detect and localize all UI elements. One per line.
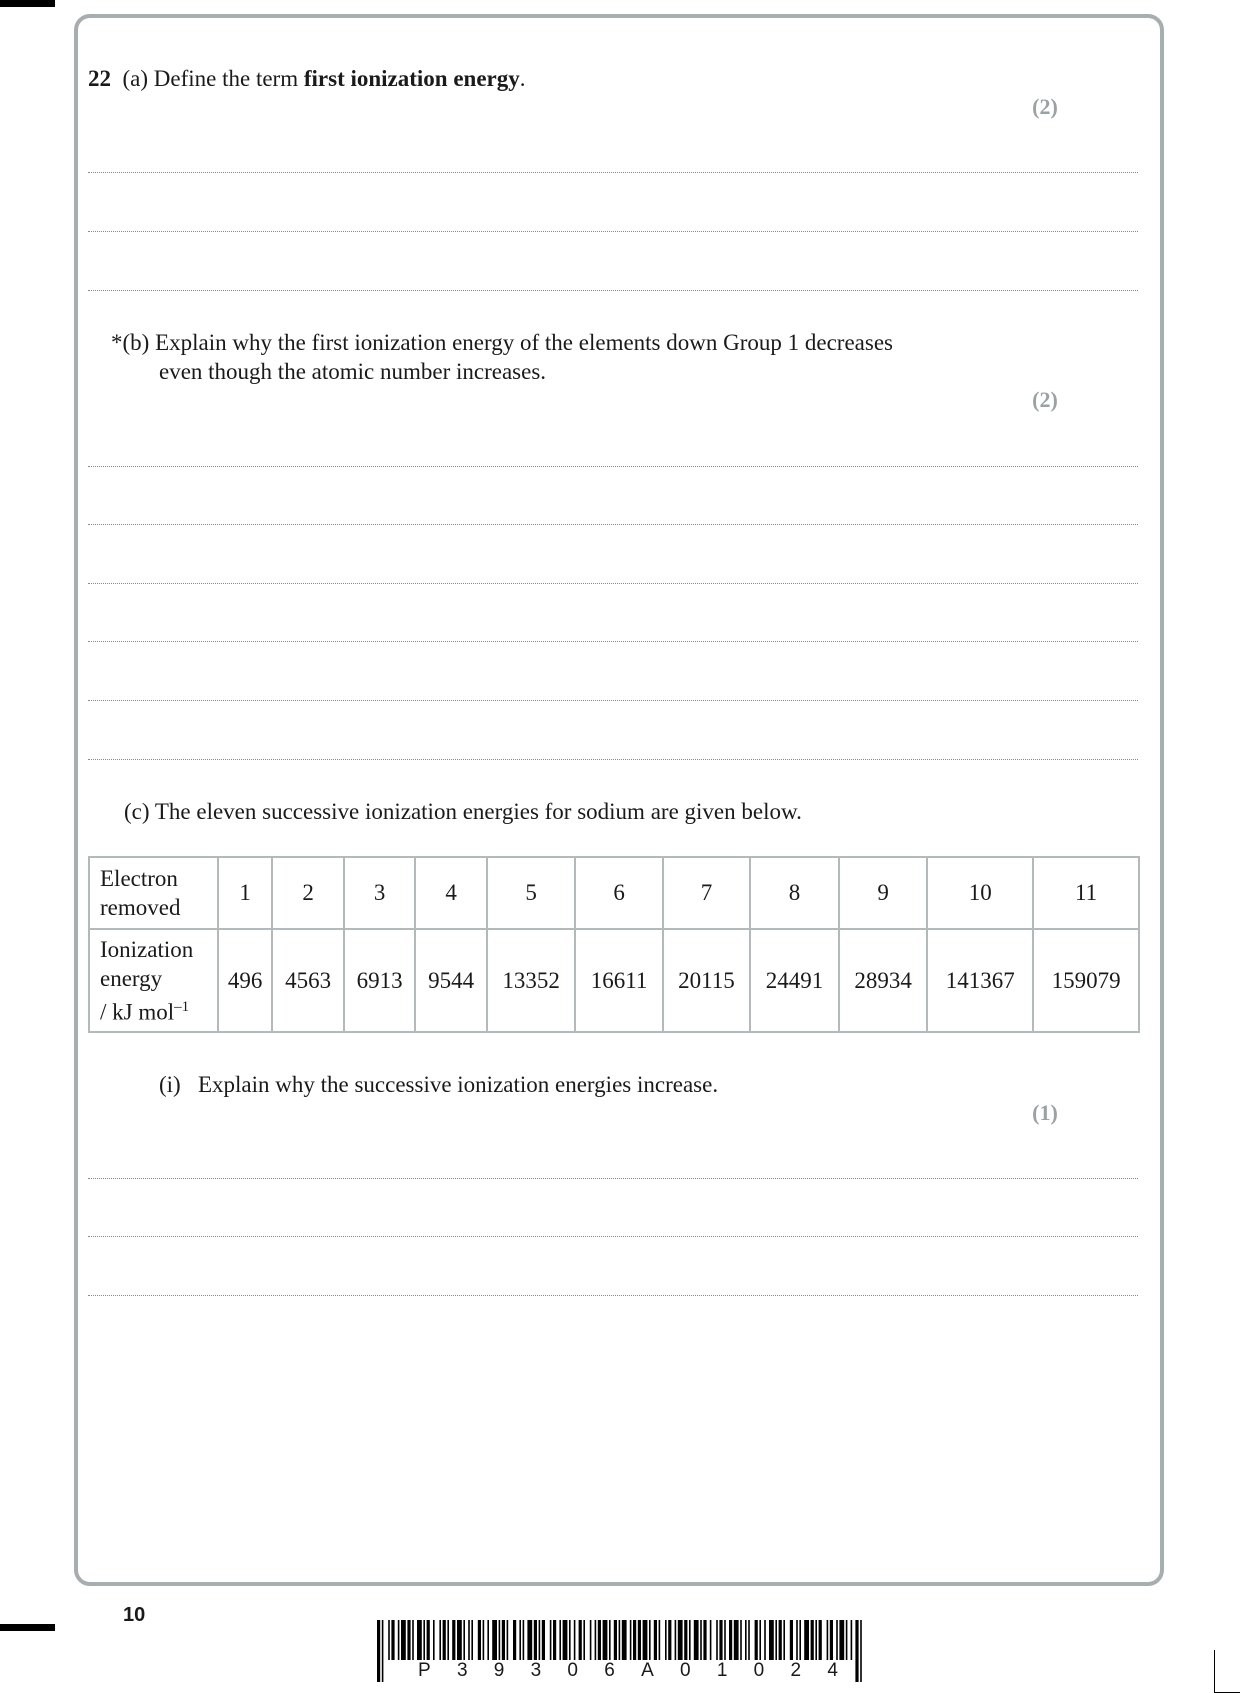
barcode-bar	[401, 1620, 406, 1660]
barcode-bar	[839, 1620, 844, 1660]
electron-cell: 3	[344, 857, 415, 929]
part-a-end: .	[519, 66, 526, 91]
answer-line[interactable]	[88, 1295, 1138, 1296]
barcode-bar	[563, 1620, 568, 1660]
barcode-bar	[622, 1620, 627, 1660]
barcode-bar	[633, 1620, 636, 1660]
electron-cell: 11	[1033, 857, 1139, 929]
barcode-char: A	[641, 1660, 654, 1681]
page-number: 10	[123, 1604, 146, 1626]
row-header-line: energy	[100, 965, 163, 991]
barcode-bar	[855, 1620, 858, 1682]
barcode-bar	[846, 1620, 848, 1660]
barcode-char: 3	[530, 1660, 542, 1681]
answer-line[interactable]	[88, 290, 1138, 291]
barcode-bar	[391, 1620, 394, 1660]
barcode-bar	[569, 1620, 571, 1660]
barcode-bar	[534, 1620, 537, 1660]
barcode-bar	[649, 1620, 651, 1660]
barcode-char: 4	[827, 1660, 838, 1681]
answer-line[interactable]	[88, 231, 1138, 232]
barcode-bar	[614, 1620, 617, 1660]
electron-cell: 5	[487, 857, 576, 929]
answer-line[interactable]	[88, 1178, 1138, 1179]
answer-line[interactable]	[88, 524, 1138, 525]
energy-cell: 20115	[663, 929, 750, 1032]
barcode-bar	[665, 1620, 667, 1660]
barcode-bar	[796, 1620, 798, 1660]
barcode-bar	[779, 1620, 782, 1660]
barcode-bar	[427, 1620, 430, 1660]
barcode-char: 2	[790, 1660, 802, 1681]
barcode-bar	[398, 1620, 400, 1660]
barcode-bar	[388, 1620, 390, 1660]
energy-cell: 496	[218, 929, 272, 1032]
answer-line[interactable]	[88, 759, 1138, 760]
barcode-bar	[519, 1620, 521, 1660]
electron-cell: 4	[415, 857, 486, 929]
barcode-bar	[668, 1620, 671, 1660]
barcode-char: P	[418, 1660, 431, 1681]
question-22b-line2: even though the atomic number increases.	[159, 359, 547, 384]
energy-cell: 13352	[487, 929, 576, 1032]
corner-registration-mark	[1214, 1650, 1240, 1693]
electron-cell: 1	[218, 857, 272, 929]
part-ci-numeral: (i)	[159, 1072, 181, 1097]
barcode-char: 6	[604, 1660, 615, 1681]
answer-line[interactable]	[88, 172, 1138, 173]
barcode-bar	[550, 1620, 552, 1660]
barcode-bar	[759, 1620, 761, 1660]
barcode-bar	[539, 1620, 541, 1660]
question-22c: (c) The eleven successive ionization energies for sodium are given below.	[124, 799, 802, 824]
barcode-bar	[860, 1620, 862, 1682]
barcode-bar	[423, 1620, 425, 1660]
barcode-bar	[583, 1620, 585, 1660]
row-header-line: Ionization	[100, 936, 194, 962]
barcode-bar	[764, 1620, 766, 1660]
barcode-bar	[630, 1620, 632, 1660]
barcode-bar	[478, 1620, 481, 1660]
star-marker: *	[111, 330, 123, 355]
barcode-bar	[483, 1620, 485, 1660]
barcode-bar	[471, 1620, 473, 1660]
barcode-bar	[643, 1620, 648, 1660]
barcode-bar	[694, 1620, 699, 1660]
barcode-bar	[851, 1620, 853, 1660]
barcode-char: 1	[716, 1660, 728, 1681]
barcode-bar	[377, 1620, 380, 1682]
barcode-bar	[502, 1620, 505, 1660]
energy-cell: 141367	[927, 929, 1033, 1032]
barcode-bar	[815, 1620, 817, 1660]
barcode-bar	[700, 1620, 702, 1660]
barcode-bar	[433, 1620, 435, 1660]
energy-cell: 9544	[415, 929, 486, 1032]
marks-part-ci: (1)	[1032, 1100, 1058, 1125]
barcode-bar	[675, 1620, 677, 1660]
barcode-bar	[523, 1620, 525, 1660]
energy-cell: 16611	[575, 929, 662, 1032]
electron-cell: 9	[839, 857, 928, 929]
unit-superscript: –1	[174, 998, 190, 1015]
question-number: 22	[88, 66, 111, 91]
barcode-bar	[382, 1620, 384, 1682]
row-header-electron-removed	[89, 857, 218, 929]
barcode-char: 0	[567, 1660, 578, 1681]
answer-line[interactable]	[88, 641, 1138, 642]
barcode-bar	[716, 1620, 718, 1660]
barcode-bar	[775, 1620, 777, 1660]
row-header-line: / kJ mol	[100, 999, 175, 1025]
answer-line[interactable]	[88, 583, 1138, 584]
barcode-bar	[836, 1620, 838, 1660]
barcode-bar	[638, 1620, 641, 1660]
electron-cell: 6	[575, 857, 662, 929]
barcode-bar	[527, 1620, 532, 1660]
barcode-bar	[609, 1620, 611, 1660]
energy-cell: 28934	[839, 929, 928, 1032]
barcode-bar	[689, 1620, 691, 1660]
barcode-bar	[487, 1620, 489, 1660]
barcode-bar	[745, 1620, 747, 1660]
barcode-bar	[443, 1620, 446, 1660]
barcode-bar	[468, 1620, 470, 1660]
barcode-bar	[439, 1620, 441, 1660]
answer-line[interactable]	[88, 700, 1138, 701]
barcode-bar	[790, 1620, 793, 1660]
barcode-bar	[513, 1620, 516, 1660]
barcode-bar	[417, 1620, 422, 1660]
barcode-char: 0	[680, 1660, 691, 1681]
barcode-bar	[755, 1620, 758, 1660]
energy-cell: 159079	[1033, 929, 1139, 1032]
barcode-char: 0	[753, 1660, 765, 1681]
question-22a	[88, 64, 526, 93]
barcode-bar	[830, 1620, 833, 1660]
part-a-term: first ionization energy	[303, 66, 520, 91]
barcode-bar	[407, 1620, 410, 1660]
barcode-bar	[463, 1620, 465, 1660]
answer-line[interactable]	[88, 466, 1138, 467]
barcode-bar	[598, 1620, 601, 1660]
barcode-bar	[827, 1620, 829, 1660]
barcode-bar	[619, 1620, 621, 1660]
energy-cell: 4563	[272, 929, 343, 1032]
row-header-line: removed	[100, 895, 181, 920]
barcode-bar	[734, 1620, 739, 1660]
barcode-bar	[590, 1620, 592, 1660]
corner-registration-mark	[0, 0, 55, 7]
energy-cell: 6913	[344, 929, 415, 1032]
energy-cell: 24491	[750, 929, 839, 1032]
barcode-bar	[724, 1620, 726, 1660]
barcode-bar	[719, 1620, 722, 1660]
barcode-bar	[542, 1620, 545, 1660]
barcode-bar	[811, 1620, 814, 1660]
question-22b	[111, 328, 893, 357]
barcode-bar	[804, 1620, 809, 1660]
electron-cell: 10	[927, 857, 1033, 929]
barcode-bar	[499, 1620, 501, 1660]
barcode-bar	[769, 1620, 774, 1660]
answer-line[interactable]	[88, 1236, 1138, 1237]
barcode-bar	[783, 1620, 785, 1660]
marks-part-a: (2)	[1032, 94, 1058, 119]
part-ci-text: Explain why the successive ionization energies increase.	[197, 1072, 719, 1097]
ionization-energy-table	[88, 856, 1140, 1033]
barcode-bar	[684, 1620, 687, 1660]
barcode-bar	[678, 1620, 683, 1660]
barcode-bar	[703, 1620, 706, 1660]
part-a-label: (a) Define the term	[122, 66, 304, 91]
table-row-electron-removed	[89, 857, 1139, 929]
barcode-char: 3	[456, 1660, 468, 1681]
barcode-bar	[447, 1620, 449, 1660]
barcode-bar	[507, 1620, 509, 1660]
barcode-bar	[595, 1620, 597, 1660]
row-header-line: Electron	[100, 866, 178, 891]
question-22ci	[159, 1070, 718, 1099]
barcode-bar	[559, 1620, 561, 1660]
barcode-char: 9	[493, 1660, 505, 1681]
corner-registration-mark	[0, 1624, 55, 1631]
barcode-bar	[819, 1620, 822, 1660]
barcode-bar	[659, 1620, 661, 1660]
barcode-bar	[452, 1620, 455, 1660]
table-row-ionization-energy	[89, 929, 1139, 1032]
barcode-text	[418, 1660, 838, 1682]
barcode-bar	[603, 1620, 608, 1660]
barcode-bar	[654, 1620, 657, 1660]
barcode-bar	[740, 1620, 742, 1660]
barcode-bar	[710, 1620, 712, 1660]
barcode-bar	[553, 1620, 556, 1660]
barcode-bar	[574, 1620, 576, 1660]
row-header-ionization-energy	[89, 929, 218, 1032]
electron-cell: 7	[663, 857, 750, 929]
barcode-bar	[729, 1620, 732, 1660]
barcode-bar	[457, 1620, 462, 1660]
marks-part-b: (2)	[1032, 387, 1058, 412]
barcode-bar	[799, 1620, 801, 1660]
barcode-bar	[579, 1620, 582, 1660]
electron-cell: 2	[272, 857, 343, 929]
barcode-bar	[412, 1620, 414, 1660]
barcode-bar	[748, 1620, 750, 1660]
electron-cell: 8	[750, 857, 839, 929]
barcode-bar	[492, 1620, 497, 1660]
part-b-label: (b) Explain why the first ionization energy of the elements down Group 1 decreases	[122, 330, 893, 355]
